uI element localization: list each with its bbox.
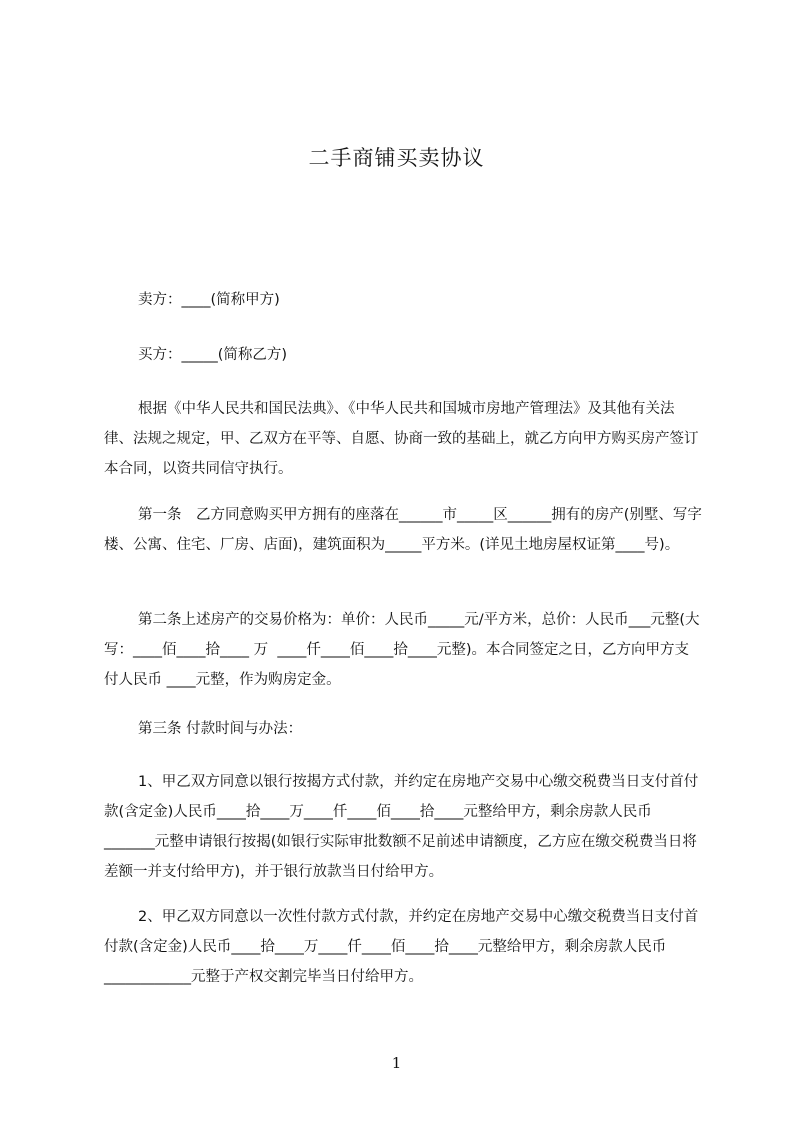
preamble-paragraph: 根据《中华人民共和国民法典》、《中华人民共和国城市房地产管理法》及其他有关法律、法规之规定，甲、乙双方在平等、自愿、协商一致的基础上，就乙方向甲方购买房产签订本合同，以资共同信守执行。 [104,401,699,477]
article-1-paragraph: 第一条 乙方同意购买甲方拥有的座落在______市_____区______拥有的房产(别墅、写字楼、公寓、住宅、厂房、店面)，建筑面积为_____平方米。(详见土地房屋权证第____号)。 [104,507,702,553]
payment-clause-1: 1、甲乙双方同意以银行按揭方式付款，并约定在房地产交易中心缴交税费当日支付首付款(含定金)人民币____拾____万____仟____佰____拾____元整给甲方，剩余房款人民币_______元整申请银行按揭(如银行实际审批数额不足前述申请额度，乙方应在缴交税费当日将差额一并支付给甲方)，并于银行放款当日付给甲方。 [104,774,699,880]
buyer-line: 买方：_____(简称乙方) [138,347,288,363]
seller-line: 卖方：____(简称甲方) [138,292,280,308]
article-2-paragraph: 第二条上述房产的交易价格为：单价：人民币_____元/平方米，总价：人民币___元整(大写：____佰____拾____ 万 ____仟____佰____拾____元整)。本合同签定之日，乙方向甲方支付人民币 ____元整，作为购房定金。 [104,612,700,688]
document-title: 二手商铺买卖协议 [308,146,485,170]
payment-clause-2: 2、甲乙双方同意以一次性付款方式付款，并约定在房地产交易中心缴交税费当日支付首付款(含定金)人民币____拾____万____仟____佰____拾____元整给甲方，剩余房款人民币____________元整于产权交割完毕当日付给甲方。 [104,909,699,985]
article-3-heading: 第三条 付款时间与办法： [138,721,303,737]
page-number: 1 [391,1054,402,1072]
